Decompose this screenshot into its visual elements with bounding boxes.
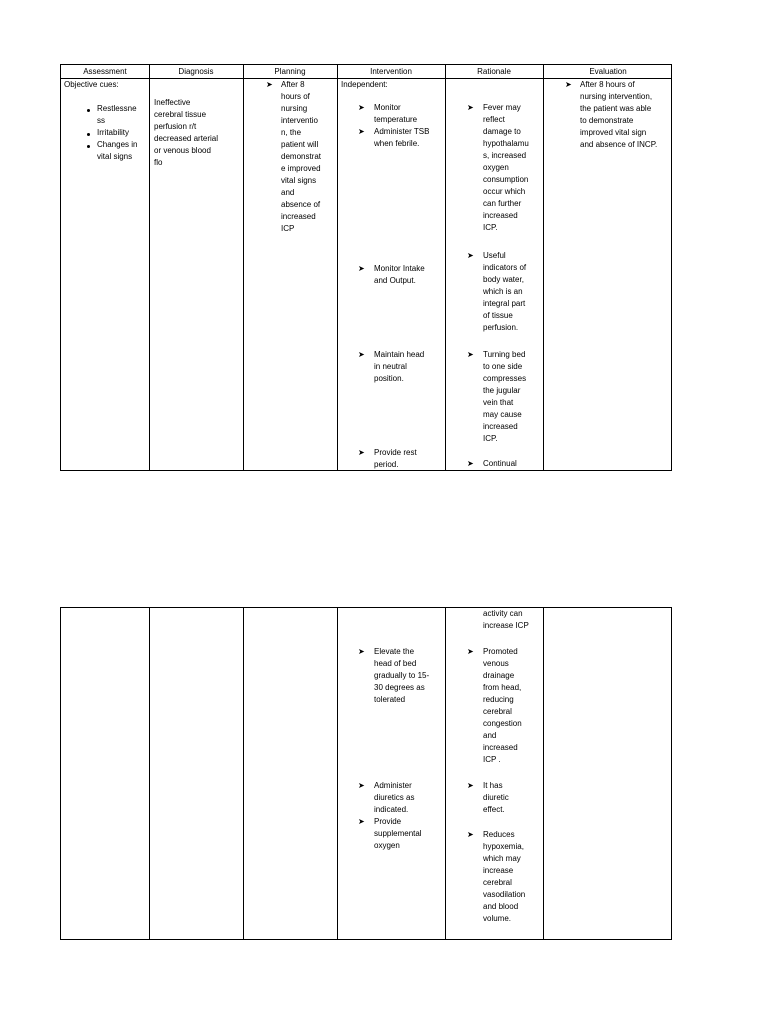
arrow-bullet-icon: ➤ [358,264,365,273]
bullet-icon [87,133,90,136]
arrow-bullet-icon: ➤ [467,830,474,839]
intervention-item: Monitor Intake and Output. [374,264,425,285]
intervention-title: Independent: [341,80,388,89]
assessment-cue: Changes in vital signs [97,140,138,161]
arrow-bullet-icon: ➤ [467,350,474,359]
column-divider [337,65,338,470]
rationale-item: Useful indicators of body water, which is an integral part of tissue perfusion. [483,251,527,332]
column-divider [543,608,544,939]
header-diagnosis: Diagnosis [178,67,214,76]
planning-goal: After 8 hours of nursing interventio n, the patient will demonstrat e improved vital signs and absence of increased ICP [281,80,322,233]
column-divider [337,608,338,939]
assessment-title: Objective cues: [64,80,119,89]
intervention-item: Provide rest period. [374,448,417,469]
care-plan-table-page-2 [60,607,672,940]
arrow-bullet-icon: ➤ [358,647,365,656]
bullet-icon [87,109,90,112]
header-planning: Planning [274,67,306,76]
rationale-item: Reduces hypoxemia, which may increase cerebral vasodilation and blood volume. [483,830,526,923]
column-divider [243,65,244,470]
arrow-bullet-icon: ➤ [467,251,474,260]
assessment-cue: Irritability [97,128,130,137]
rationale-continuation: activity can increase ICP [483,609,529,630]
bullet-icon [87,145,90,148]
column-divider [243,608,244,939]
intervention-item: Provide supplemental oxygen [374,817,422,850]
intervention-item: Administer TSB when febrile. [374,127,430,148]
arrow-bullet-icon: ➤ [358,448,365,457]
header-intervention: Intervention [370,67,412,76]
rationale-item: Turning bed to one side compresses the jugular vein that may cause increased ICP. [483,350,527,443]
rationale-item: Fever may reflect damage to hypothalamu s, increased oxygen consumption occur which can further increased ICP. [483,103,529,232]
diagnosis-text: Ineffective cerebral tissue perfusion r/t decreased arterial or venous blood flo [154,98,219,167]
intervention-item: Administer diuretics as indicated. [374,781,415,814]
rationale-item: Continual [483,459,517,468]
arrow-bullet-icon: ➤ [467,781,474,790]
column-divider [445,608,446,939]
column-divider [149,608,150,939]
arrow-bullet-icon: ➤ [467,459,474,468]
column-divider [543,65,544,470]
care-plan-table-page-1 [60,64,672,471]
arrow-bullet-icon: ➤ [358,781,365,790]
arrow-bullet-icon: ➤ [565,80,572,89]
arrow-bullet-icon: ➤ [467,103,474,112]
arrow-bullet-icon: ➤ [358,350,365,359]
header-rationale: Rationale [477,67,511,76]
arrow-bullet-icon: ➤ [358,817,365,826]
evaluation-text: After 8 hours of nursing intervention, the patient was able to demonstrate improved vital sign and absence of INCP. [580,80,658,149]
arrow-bullet-icon: ➤ [358,127,365,136]
rationale-item: Promoted venous drainage from head, reducing cerebral congestion and increased ICP . [483,647,522,764]
intervention-item: Monitor temperature [374,103,418,124]
arrow-bullet-icon: ➤ [266,80,273,89]
arrow-bullet-icon: ➤ [467,647,474,656]
arrow-bullet-icon: ➤ [358,103,365,112]
column-divider [445,65,446,470]
intervention-item: Maintain head in neutral position. [374,350,425,383]
assessment-cue: Restlessne ss [97,104,137,125]
rationale-item: It has diuretic effect. [483,781,509,814]
header-assessment: Assessment [83,67,127,76]
intervention-item: Elevate the head of bed gradually to 15- 30 degrees as tolerated [374,647,430,704]
header-evaluation: Evaluation [589,67,627,76]
column-divider [149,65,150,470]
